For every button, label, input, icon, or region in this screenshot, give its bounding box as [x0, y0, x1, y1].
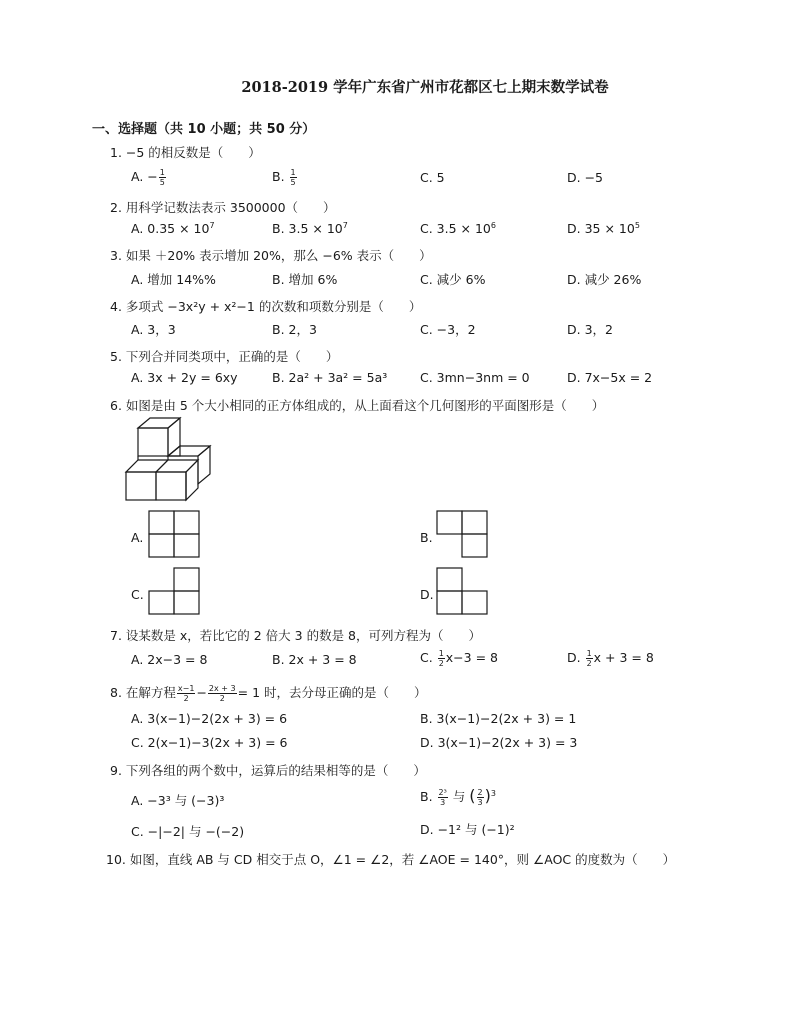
question-4-option-d[interactable]: D. 3，2 [567, 322, 613, 337]
question-8-option-d[interactable]: D. 3(x−1)−2(2x + 3) = 3 [420, 735, 578, 750]
question-3-option-a[interactable]: A. 增加 14%% [131, 272, 216, 287]
question-5-option-a[interactable]: A. 3x + 2y = 6xy [131, 370, 238, 385]
page-title: 2018-2019 学年广东省广州市花都区七上期末数学试卷 [241, 79, 609, 96]
question-2-option-c[interactable]: C. $3.5 \times 10^6$ [420, 221, 496, 237]
question-8-option-b[interactable]: B. 3(x−1)−2(2x + 3) = 1 [420, 711, 577, 726]
fraction: $\frac{\text{2³}}{3}$ [438, 788, 447, 807]
question-4-option-b[interactable]: B. 2，3 [272, 322, 317, 337]
question-2-option-b[interactable]: B. $3.5 \times 10^7$ [272, 221, 348, 237]
fraction: $\frac{2}{3}$ [477, 788, 483, 807]
question-5-stem: 5. 下列合并同类项中，正确的是（ ） [110, 349, 339, 364]
question-3-stem: 3. 如果 ＋20% 表示增加 20%，那么 −6% 表示（ ） [110, 248, 432, 263]
question-8-option-c[interactable]: C. 2(x−1)−3(2x + 3) = 6 [131, 735, 288, 750]
fraction: $\frac{1}{5}$ [159, 168, 165, 187]
question-6-option-d[interactable]: D. [420, 587, 434, 602]
top-view-d [436, 567, 488, 615]
question-2-option-a[interactable]: A. $0.35 \times 10^7$ [131, 221, 215, 237]
fraction: $\frac{x-1}{2}$ [177, 684, 195, 703]
question-2-option-d[interactable]: D. $35 \times 10^5$ [567, 221, 640, 237]
question-3-option-c[interactable]: C. 减少 6% [420, 272, 486, 287]
question-5-option-c[interactable]: C. 3mn−3nm = 0 [420, 370, 530, 385]
question-7-option-a[interactable]: A. 2x−3 = 8 [131, 652, 208, 667]
question-4-option-a[interactable]: A. 3，3 [131, 322, 176, 337]
cube-stack-figure [120, 414, 212, 504]
question-9-option-d[interactable]: D. −1² 与 (−1)² [420, 822, 515, 837]
question-2-stem: 2. 用科学记数法表示 3500000（ ） [110, 200, 336, 215]
question-6-stem: 6. 如图是由 5 个大小相同的正方体组成的，从上面看这个几何图形的平面图形是（ ） [110, 398, 605, 413]
question-1-option-b[interactable]: B. $\frac{1}{5}$ [272, 168, 296, 187]
question-1-option-d[interactable]: D. −5 [567, 170, 603, 185]
question-6-option-b[interactable]: B. [420, 530, 433, 545]
question-9-stem: 9. 下列各组的两个数中，运算后的结果相等的是（ ） [110, 763, 426, 778]
fraction: $\frac{1}{5}$ [290, 168, 296, 187]
fraction: $\frac{1}{2}$ [438, 649, 444, 668]
question-3-option-b[interactable]: B. 增加 6% [272, 272, 338, 287]
question-6-option-c[interactable]: C. [131, 587, 144, 602]
fraction: $\frac{2x + 3}{2}$ [208, 684, 236, 703]
fraction: $\frac{1}{2}$ [586, 649, 592, 668]
question-5-option-b[interactable]: B. 2a² + 3a² = 5a³ [272, 370, 388, 385]
question-1-option-c[interactable]: C. 5 [420, 170, 445, 185]
top-view-b [436, 510, 488, 558]
question-9-option-b[interactable]: B. $\frac{\text{2³}}{3}$ 与 ( $\frac{2}{3}$ )$^3$ [420, 786, 496, 807]
question-1-option-a[interactable]: A. − $\frac{1}{5}$ [131, 168, 165, 187]
question-7-option-b[interactable]: B. 2x + 3 = 8 [272, 652, 357, 667]
question-1-stem: 1. −5 的相反数是（ ） [110, 145, 261, 160]
question-3-option-d[interactable]: D. 减少 26% [567, 272, 642, 287]
question-8-stem: 8. 在解方程 $\frac{x-1}{2}$ − $\frac{2x + 3}{2}$ = 1 时，去分母正确的是（ ） [110, 684, 427, 703]
question-4-stem: 4. 多项式 −3x²y + x²−1 的次数和项数分别是（ ） [110, 299, 422, 314]
question-9-option-c[interactable]: C. −|−2| 与 −(−2) [131, 824, 245, 839]
question-4-option-c[interactable]: C. −3，2 [420, 322, 476, 337]
section-heading: 一、选择题（共 10 小题；共 50 分） [92, 122, 316, 137]
question-6-option-a[interactable]: A. [131, 530, 144, 545]
question-8-option-a[interactable]: A. 3(x−1)−2(2x + 3) = 6 [131, 711, 288, 726]
question-7-option-d[interactable]: D. $\frac{1}{2}$ x + 3 = 8 [567, 649, 654, 668]
question-10-stem: 10. 如图，直线 AB 与 CD 相交于点 O，∠1 = ∠2，若 ∠AOE = 140°，则 ∠AOC 的度数为（ ） [106, 852, 676, 867]
question-5-option-d[interactable]: D. 7x−5x = 2 [567, 370, 653, 385]
top-view-a [148, 510, 200, 558]
question-7-stem: 7. 设某数是 x，若比它的 2 倍大 3 的数是 8，可列方程为（ ） [110, 628, 481, 643]
question-9-option-a[interactable]: A. −3³ 与 (−3)³ [131, 793, 225, 808]
top-view-c [148, 567, 200, 615]
question-7-option-c[interactable]: C. $\frac{1}{2}$ x−3 = 8 [420, 649, 498, 668]
